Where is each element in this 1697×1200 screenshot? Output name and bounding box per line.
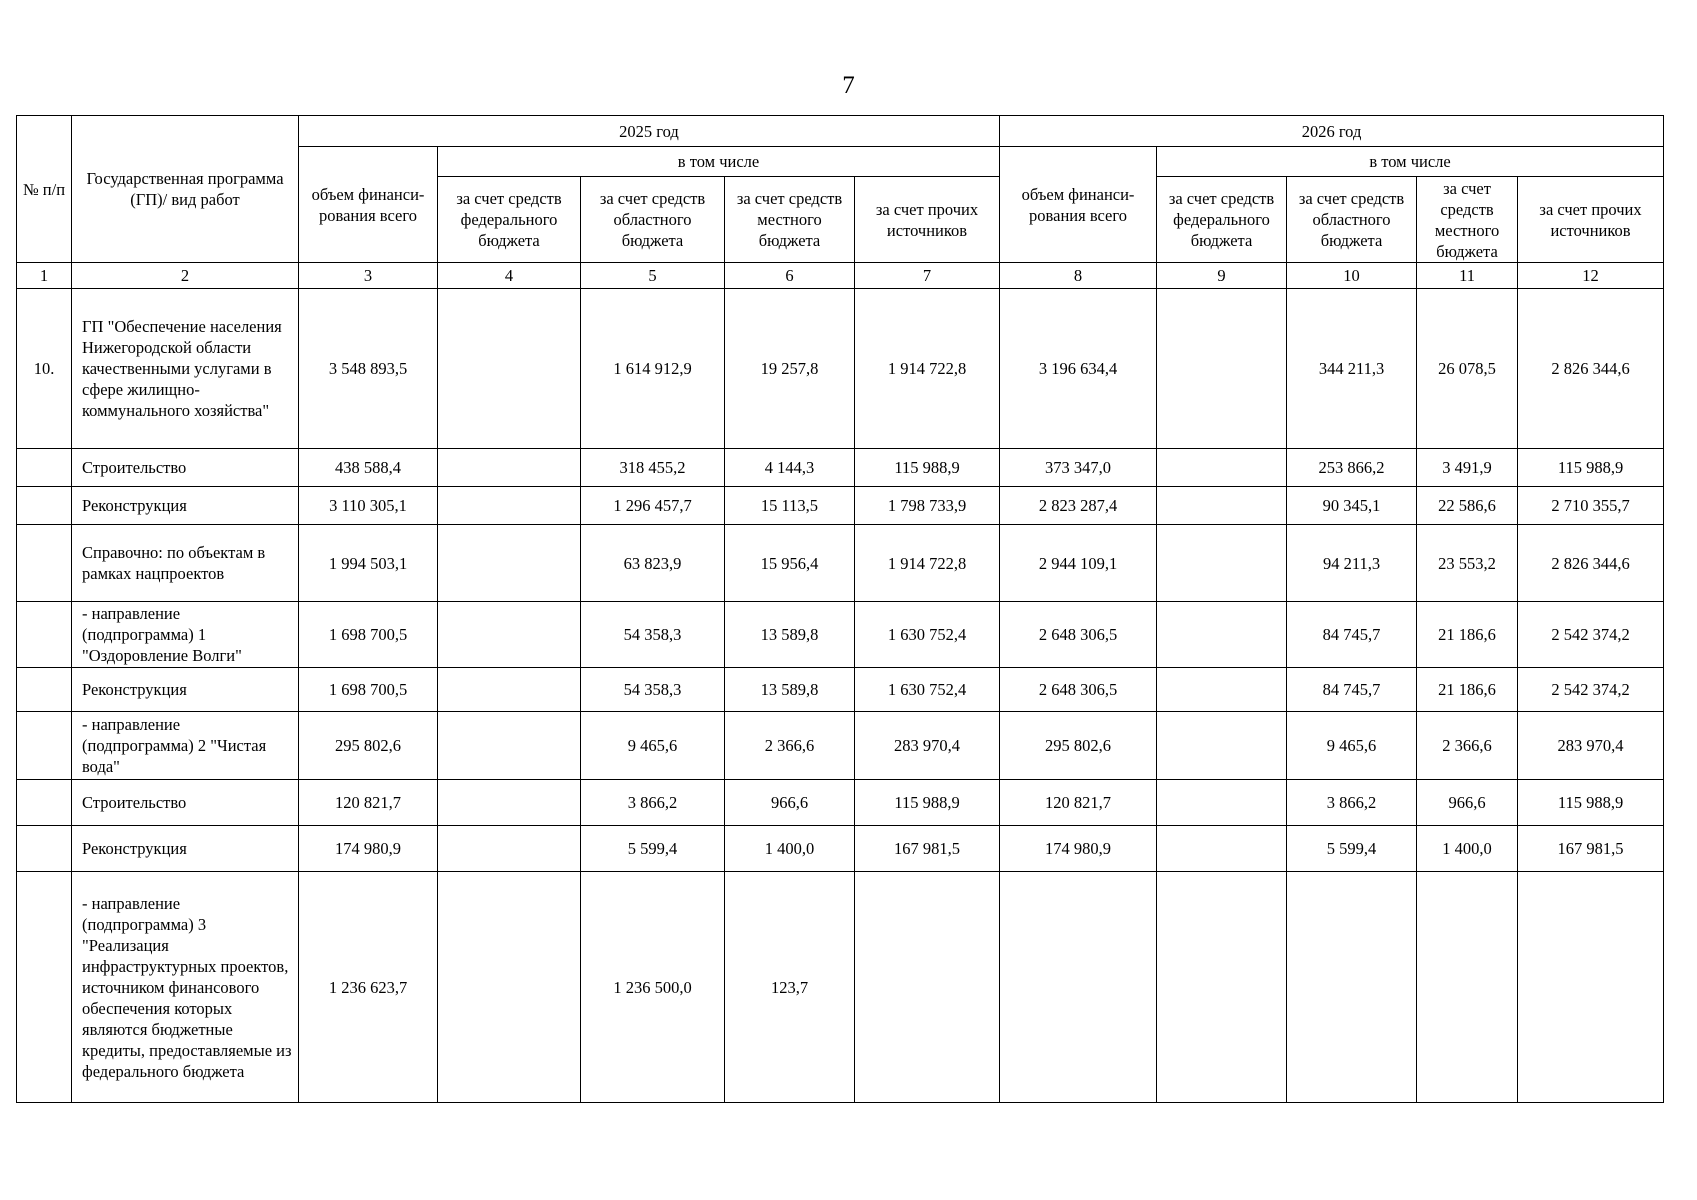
- value-cell: 283 970,4: [1518, 712, 1664, 780]
- row-label-cell: ГП "Обеспечение населения Нижегородской области качественными услугами в сфере жилищно-коммунального хозяйства": [72, 289, 299, 449]
- value-cell: 253 866,2: [1287, 449, 1417, 487]
- value-cell: [1157, 780, 1287, 826]
- value-cell: [1287, 872, 1417, 1103]
- value-cell: [855, 872, 1000, 1103]
- value-cell: 1 914 722,8: [855, 525, 1000, 602]
- header-federal-2025: за счет средств федерального бюджета: [438, 177, 581, 263]
- value-cell: 1 698 700,5: [299, 602, 438, 668]
- row-label-cell: Реконструкция: [72, 826, 299, 872]
- value-cell: [438, 449, 581, 487]
- value-cell: 1 236 623,7: [299, 872, 438, 1103]
- value-cell: 438 588,4: [299, 449, 438, 487]
- value-cell: 115 988,9: [1518, 449, 1664, 487]
- header-year-2025: 2025 год: [299, 116, 1000, 147]
- table-row: [17, 712, 1664, 780]
- value-cell: 344 211,3: [1287, 289, 1417, 449]
- value-cell: 1 630 752,4: [855, 668, 1000, 712]
- header-federal-2026: за счет средств федерального бюджета: [1157, 177, 1287, 263]
- row-label-cell: - направление (подпрограмма) 1 "Оздоровление Волги": [72, 602, 299, 668]
- value-cell: 84 745,7: [1287, 668, 1417, 712]
- value-cell: [438, 712, 581, 780]
- value-cell: [1157, 826, 1287, 872]
- value-cell: 318 455,2: [581, 449, 725, 487]
- column-number: 11: [1417, 263, 1518, 289]
- value-cell: 120 821,7: [299, 780, 438, 826]
- value-cell: 2 542 374,2: [1518, 668, 1664, 712]
- value-cell: 2 710 355,7: [1518, 487, 1664, 525]
- value-cell: 1 400,0: [725, 826, 855, 872]
- value-cell: 2 826 344,6: [1518, 289, 1664, 449]
- value-cell: 283 970,4: [855, 712, 1000, 780]
- value-cell: 19 257,8: [725, 289, 855, 449]
- row-number-cell: [17, 449, 72, 487]
- value-cell: 1 296 457,7: [581, 487, 725, 525]
- header-year-2026: 2026 год: [1000, 116, 1664, 147]
- header-regional-2025: за счет средств областного бюджета: [581, 177, 725, 263]
- value-cell: [1157, 449, 1287, 487]
- value-cell: 295 802,6: [1000, 712, 1157, 780]
- value-cell: 2 944 109,1: [1000, 525, 1157, 602]
- value-cell: 1 698 700,5: [299, 668, 438, 712]
- row-number-cell: [17, 826, 72, 872]
- value-cell: 84 745,7: [1287, 602, 1417, 668]
- value-cell: 26 078,5: [1417, 289, 1518, 449]
- row-label-cell: Реконструкция: [72, 668, 299, 712]
- value-cell: [438, 602, 581, 668]
- table-row: [17, 780, 1664, 826]
- value-cell: [438, 487, 581, 525]
- value-cell: 23 553,2: [1417, 525, 1518, 602]
- table-row: [17, 826, 1664, 872]
- column-number: 1: [17, 263, 72, 289]
- value-cell: 123,7: [725, 872, 855, 1103]
- value-cell: [1157, 602, 1287, 668]
- value-cell: [438, 872, 581, 1103]
- budget-table: [16, 115, 1664, 1103]
- value-cell: 1 614 912,9: [581, 289, 725, 449]
- value-cell: 115 988,9: [855, 780, 1000, 826]
- value-cell: 2 366,6: [1417, 712, 1518, 780]
- value-cell: 115 988,9: [1518, 780, 1664, 826]
- header-other-2026: за счет прочих источников: [1518, 177, 1664, 263]
- row-number-cell: [17, 525, 72, 602]
- value-cell: 9 465,6: [581, 712, 725, 780]
- value-cell: 2 542 374,2: [1518, 602, 1664, 668]
- value-cell: [1157, 487, 1287, 525]
- value-cell: 966,6: [725, 780, 855, 826]
- column-number: 6: [725, 263, 855, 289]
- header-col-program: Государственная программа (ГП)/ вид работ: [72, 116, 299, 263]
- value-cell: [1157, 525, 1287, 602]
- header-row-column-numbers: [17, 263, 1664, 289]
- value-cell: 1 798 733,9: [855, 487, 1000, 525]
- value-cell: 1 400,0: [1417, 826, 1518, 872]
- value-cell: 2 823 287,4: [1000, 487, 1157, 525]
- column-number: 5: [581, 263, 725, 289]
- header-row-years: [17, 116, 1664, 147]
- value-cell: 115 988,9: [855, 449, 1000, 487]
- header-total-2025: объем финанси-рования всего: [299, 147, 438, 263]
- value-cell: 966,6: [1417, 780, 1518, 826]
- value-cell: 22 586,6: [1417, 487, 1518, 525]
- column-number: 2: [72, 263, 299, 289]
- value-cell: 94 211,3: [1287, 525, 1417, 602]
- value-cell: [438, 780, 581, 826]
- value-cell: 1 630 752,4: [855, 602, 1000, 668]
- value-cell: 295 802,6: [299, 712, 438, 780]
- table-row: [17, 602, 1664, 668]
- row-number-cell: 10.: [17, 289, 72, 449]
- header-total-2026: объем финанси-рования всего: [1000, 147, 1157, 263]
- column-number: 10: [1287, 263, 1417, 289]
- header-col-num: № п/п: [17, 116, 72, 263]
- column-number: 4: [438, 263, 581, 289]
- value-cell: 3 196 634,4: [1000, 289, 1157, 449]
- value-cell: 174 980,9: [299, 826, 438, 872]
- value-cell: 120 821,7: [1000, 780, 1157, 826]
- row-number-cell: [17, 668, 72, 712]
- table-body: [17, 289, 1664, 1103]
- value-cell: 9 465,6: [1287, 712, 1417, 780]
- value-cell: 174 980,9: [1000, 826, 1157, 872]
- value-cell: 2 648 306,5: [1000, 602, 1157, 668]
- value-cell: 3 548 893,5: [299, 289, 438, 449]
- value-cell: [1518, 872, 1664, 1103]
- column-number: 9: [1157, 263, 1287, 289]
- page-number: 7: [842, 72, 855, 99]
- value-cell: [1157, 872, 1287, 1103]
- row-number-cell: [17, 712, 72, 780]
- table-row: [17, 487, 1664, 525]
- table-row: [17, 872, 1664, 1103]
- value-cell: [1417, 872, 1518, 1103]
- column-number: 7: [855, 263, 1000, 289]
- value-cell: 4 144,3: [725, 449, 855, 487]
- table-row: [17, 525, 1664, 602]
- value-cell: 2 826 344,6: [1518, 525, 1664, 602]
- value-cell: [438, 826, 581, 872]
- column-number: 3: [299, 263, 438, 289]
- value-cell: [438, 668, 581, 712]
- row-number-cell: [17, 602, 72, 668]
- value-cell: [438, 525, 581, 602]
- value-cell: 373 347,0: [1000, 449, 1157, 487]
- header-regional-2026: за счет средств областного бюджета: [1287, 177, 1417, 263]
- value-cell: 90 345,1: [1287, 487, 1417, 525]
- row-label-cell: - направление (подпрограмма) 3 "Реализация инфраструктурных проектов, источником финансового обеспечения которых являются бюджетные кредиты, предоставляемые из федерального бюджета: [72, 872, 299, 1103]
- value-cell: [438, 289, 581, 449]
- value-cell: [1157, 712, 1287, 780]
- value-cell: [1157, 668, 1287, 712]
- value-cell: 1 994 503,1: [299, 525, 438, 602]
- value-cell: 21 186,6: [1417, 668, 1518, 712]
- header-other-2025: за счет прочих источников: [855, 177, 1000, 263]
- header-including-2025: в том числе: [438, 147, 1000, 177]
- value-cell: 13 589,8: [725, 668, 855, 712]
- value-cell: 15 113,5: [725, 487, 855, 525]
- value-cell: 54 358,3: [581, 602, 725, 668]
- value-cell: 167 981,5: [855, 826, 1000, 872]
- value-cell: 3 866,2: [1287, 780, 1417, 826]
- value-cell: 1 914 722,8: [855, 289, 1000, 449]
- row-label-cell: Реконструкция: [72, 487, 299, 525]
- value-cell: 2 366,6: [725, 712, 855, 780]
- table-row: [17, 449, 1664, 487]
- row-label-cell: - направление (подпрограмма) 2 "Чистая вода": [72, 712, 299, 780]
- row-number-cell: [17, 780, 72, 826]
- value-cell: 5 599,4: [1287, 826, 1417, 872]
- value-cell: 3 110 305,1: [299, 487, 438, 525]
- row-label-cell: Строительство: [72, 449, 299, 487]
- value-cell: 2 648 306,5: [1000, 668, 1157, 712]
- value-cell: 3 491,9: [1417, 449, 1518, 487]
- table-row: [17, 668, 1664, 712]
- row-label-cell: Строительство: [72, 780, 299, 826]
- row-number-cell: [17, 487, 72, 525]
- value-cell: 5 599,4: [581, 826, 725, 872]
- row-label-cell: Справочно: по объектам в рамках нацпроектов: [72, 525, 299, 602]
- value-cell: 15 956,4: [725, 525, 855, 602]
- header-including-2026: в том числе: [1157, 147, 1664, 177]
- value-cell: 1 236 500,0: [581, 872, 725, 1103]
- value-cell: 63 823,9: [581, 525, 725, 602]
- column-number: 12: [1518, 263, 1664, 289]
- value-cell: [1157, 289, 1287, 449]
- value-cell: 13 589,8: [725, 602, 855, 668]
- header-local-2026: за счет средств местного бюджета: [1417, 177, 1518, 263]
- value-cell: 3 866,2: [581, 780, 725, 826]
- row-number-cell: [17, 872, 72, 1103]
- column-number: 8: [1000, 263, 1157, 289]
- table-row: [17, 289, 1664, 449]
- header-local-2025: за счет средств местного бюджета: [725, 177, 855, 263]
- value-cell: 21 186,6: [1417, 602, 1518, 668]
- value-cell: 167 981,5: [1518, 826, 1664, 872]
- value-cell: [1000, 872, 1157, 1103]
- value-cell: 54 358,3: [581, 668, 725, 712]
